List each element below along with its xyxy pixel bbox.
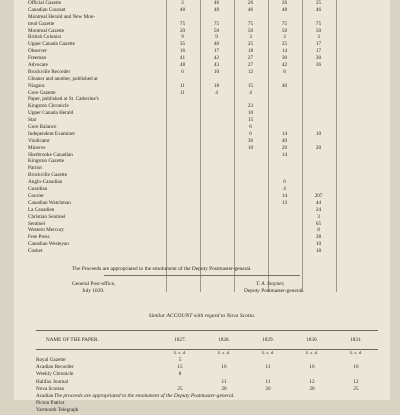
value-cell: 75	[315, 20, 322, 27]
row-values	[174, 179, 344, 186]
table-header	[36, 330, 378, 350]
table-row	[28, 172, 378, 179]
value-cell: 14	[281, 192, 288, 199]
table-row	[36, 386, 378, 393]
table-row	[28, 131, 378, 138]
value-cell: 18	[315, 248, 322, 255]
row-values	[174, 83, 344, 90]
table-row	[28, 214, 378, 221]
paper-name: Halifax Journal	[36, 378, 69, 385]
table-row	[28, 193, 378, 200]
paper-name: Weekly Chronicle	[36, 371, 74, 378]
value-cell: 6	[249, 124, 252, 131]
value-cell: 15	[247, 117, 254, 124]
value-cell: 9	[181, 34, 184, 41]
value-cell: 26	[281, 0, 288, 6]
table-row	[28, 34, 378, 41]
units-row	[36, 350, 378, 357]
document-page	[14, 0, 390, 414]
table-row	[36, 379, 378, 386]
value-cell: 8	[317, 227, 320, 234]
row-values	[174, 124, 344, 131]
paper-name: Canadian Wesleyan	[28, 241, 69, 248]
row-values	[174, 90, 344, 97]
paper-name: Advocate	[28, 62, 48, 69]
value-cell: 5	[178, 357, 182, 363]
value-cell: 26	[247, 0, 254, 6]
value-cell: 11	[265, 364, 271, 371]
paper-name: British Colonist	[28, 34, 62, 41]
value-cell: 20	[281, 144, 288, 151]
table-row	[28, 7, 378, 14]
table-row	[28, 179, 378, 186]
row-values	[174, 0, 344, 7]
table-row	[36, 364, 378, 371]
value-cell: 35	[179, 41, 186, 48]
value-cell: 23	[247, 103, 254, 110]
value-cell: 14	[281, 151, 288, 158]
row-values	[174, 145, 344, 152]
table-row	[28, 158, 378, 165]
row-values	[174, 158, 344, 165]
paper-name: Freeman	[28, 55, 47, 62]
paper-name: Montreal Gazette	[28, 27, 65, 34]
paper-name: Vindicator	[28, 137, 50, 144]
paper-name: Acadian Recorder	[36, 364, 74, 371]
value-cell: 2	[181, 0, 184, 6]
value-cell: 12	[353, 378, 359, 385]
value-cell: 3	[317, 213, 320, 220]
value-cell: 50	[281, 27, 288, 34]
value-cell: 50	[247, 27, 254, 34]
paper-name: Observer	[28, 48, 48, 55]
value-cell: 3	[249, 34, 252, 41]
table-row	[28, 14, 378, 21]
unit-label: £. s. d.	[349, 350, 363, 355]
table-row	[28, 200, 378, 207]
name-column-header: NAME OF THE PAPER.	[46, 337, 99, 343]
table-row	[28, 227, 378, 234]
value-cell: 30	[315, 55, 322, 62]
row-values	[174, 55, 344, 62]
year-header: 1827.	[174, 337, 186, 343]
paper-name: Guardian	[28, 186, 48, 193]
nova-scotia-subtitle: Similar ACCOUNT with regard to Nova Scotia.	[148, 313, 256, 319]
value-cell: 75	[179, 20, 186, 27]
value-cell: 20	[265, 385, 271, 392]
row-values	[174, 221, 344, 228]
row-values	[174, 138, 344, 145]
value-cell: 25	[177, 385, 183, 392]
signature-place-line: General Post-office,	[72, 281, 116, 287]
unit-label: £. s. d.	[305, 350, 319, 355]
table-row	[28, 90, 378, 97]
row-values	[174, 76, 344, 83]
value-cell: 30	[281, 55, 288, 62]
value-cell: 48	[281, 6, 288, 13]
paper-name: Canadian Courant	[28, 6, 66, 13]
value-cell: 41	[179, 55, 186, 62]
table-row	[36, 407, 378, 414]
value-cell: 16	[221, 364, 227, 371]
paper-name: La Canadien	[28, 206, 55, 213]
row-values	[174, 241, 344, 248]
value-cell: 10	[213, 68, 220, 75]
value-cell: 50	[315, 27, 322, 34]
table-row	[28, 241, 378, 248]
row-values	[174, 103, 344, 110]
value-cell: 17	[213, 48, 220, 55]
value-cell: 6	[181, 68, 184, 75]
table-row	[28, 110, 378, 117]
row-values	[174, 69, 344, 76]
value-cell: 3	[317, 34, 320, 41]
value-cell: 10	[315, 241, 322, 248]
paper-name: Patriot	[28, 165, 42, 172]
value-cell: 15	[177, 364, 183, 371]
signature-block	[244, 281, 304, 295]
row-values	[174, 28, 344, 35]
value-cell: 20	[179, 27, 186, 34]
paper-name: Montreal Herald and New Mon-	[28, 13, 96, 20]
table-row	[36, 371, 378, 378]
signature-place	[72, 281, 115, 295]
value-cell: 11	[265, 378, 271, 385]
table-row	[28, 152, 378, 159]
value-cell: 25	[247, 41, 254, 48]
row-values	[174, 48, 344, 55]
value-cell: 4	[249, 89, 252, 96]
value-cell: 4	[215, 89, 218, 96]
value-cell: 75	[247, 20, 254, 27]
year-header: 1830.	[306, 337, 318, 343]
value-cell: 40	[213, 41, 220, 48]
paper-name: Upper Canada Herald	[28, 110, 74, 117]
paper-name: Courier	[28, 192, 44, 199]
year-header: 1831.	[350, 337, 362, 343]
paper-name: Independent Examiner	[28, 130, 76, 137]
value-cell: 44	[315, 199, 322, 206]
table-row	[28, 186, 378, 193]
row-values	[174, 62, 344, 69]
value-cell: 8	[283, 68, 286, 75]
divider	[104, 275, 300, 276]
value-cell: 10	[247, 110, 254, 117]
value-cell: 25	[281, 41, 288, 48]
value-cell: 10	[247, 144, 254, 151]
table-row	[28, 103, 378, 110]
footer-note: The proceeds are appropriated to the emolument of the Deputy Postmaster-general.	[54, 393, 235, 399]
value-cell: 10	[315, 130, 322, 137]
value-cell: 6	[283, 179, 286, 186]
table-row	[28, 83, 378, 90]
paper-name: Cosket	[28, 248, 43, 255]
value-cell: 207	[314, 192, 323, 199]
value-cell: 4	[283, 186, 286, 193]
value-cell: 20	[221, 385, 227, 392]
value-cell: 25	[315, 0, 322, 6]
paper-name: Gore Balance	[28, 124, 57, 131]
value-cell: 13	[281, 199, 288, 206]
year-header: 1829.	[262, 337, 274, 343]
row-values	[174, 214, 344, 221]
value-cell: 75	[281, 20, 288, 27]
table-row	[28, 117, 378, 124]
row-values	[174, 14, 344, 21]
value-cell: 8	[178, 371, 182, 378]
table-row	[28, 55, 378, 62]
row-values	[174, 34, 344, 41]
value-cell: 38	[315, 234, 322, 241]
canada-newspaper-table	[28, 0, 378, 255]
value-cell: 27	[247, 62, 254, 69]
paper-name: Nova Scotian	[36, 385, 65, 392]
value-cell: 17	[315, 48, 322, 55]
value-cell: 20	[309, 385, 315, 392]
value-cell: 42	[213, 55, 220, 62]
value-cell: 16	[353, 364, 359, 371]
value-cell: 9	[215, 34, 218, 41]
value-cell: 24	[315, 206, 322, 213]
paper-name: Royal Gazette	[36, 357, 66, 363]
table-row	[28, 248, 378, 255]
table-row	[28, 124, 378, 131]
table-row	[28, 28, 378, 35]
value-cell: 75	[213, 20, 220, 27]
paper-name: Acadian	[36, 392, 54, 399]
value-cell: 17	[315, 41, 322, 48]
paper-name: Yarmouth Telegraph	[36, 407, 79, 414]
row-values	[174, 96, 344, 103]
value-cell: 65	[315, 220, 322, 227]
unit-label: £. s. d.	[217, 350, 231, 355]
value-cell: 48	[179, 62, 186, 69]
paper-name: Paper, published at St. Catherine's	[28, 96, 99, 103]
row-values	[174, 165, 344, 172]
value-cell: 11	[180, 89, 185, 96]
value-cell: 46	[247, 6, 254, 13]
value-cell: 48	[179, 6, 186, 13]
paper-name: Sherbrooke Canadian	[28, 151, 73, 158]
value-cell: 48	[213, 6, 220, 13]
signature-date: July 1839.	[82, 288, 105, 294]
row-values	[174, 152, 344, 159]
paper-name: Niagara	[28, 82, 45, 89]
table-row	[28, 138, 378, 145]
table-row	[28, 165, 378, 172]
row-values	[174, 41, 344, 48]
value-cell: 16	[179, 48, 186, 55]
value-cell: 27	[247, 55, 254, 62]
table-row	[28, 145, 378, 152]
row-values	[174, 193, 344, 200]
paper-name: Western Mercury	[28, 227, 65, 234]
table-row	[28, 0, 378, 7]
value-cell: 30	[247, 137, 254, 144]
row-values	[174, 234, 344, 241]
value-cell: 43	[213, 62, 220, 69]
table-row	[28, 48, 378, 55]
paper-name: treal Gazette	[28, 20, 55, 27]
table-row	[28, 207, 378, 214]
table-row	[36, 400, 378, 407]
paper-name: Brockville Recorder	[28, 68, 71, 75]
unit-label: £. s. d.	[261, 350, 275, 355]
table-row	[28, 41, 378, 48]
value-cell: 25	[353, 385, 359, 392]
value-cell: 20	[315, 144, 322, 151]
unit-label: £. s. d.	[173, 350, 187, 355]
value-cell: 11	[180, 82, 185, 89]
paper-name: Canadian Watchman	[28, 199, 71, 206]
row-values	[174, 21, 344, 28]
value-cell: 42	[281, 62, 288, 69]
paper-name: Gore Gazette	[28, 89, 56, 96]
row-values	[174, 172, 344, 179]
value-cell: 11	[221, 378, 227, 385]
value-cell: 6	[249, 130, 252, 137]
value-cell: 46	[213, 0, 220, 6]
paper-name: Gleaner and another, published at	[28, 75, 98, 82]
row-values	[174, 7, 344, 14]
value-cell: 40	[281, 137, 288, 144]
value-cell: 16	[309, 364, 315, 371]
value-cell: 12	[247, 68, 254, 75]
row-values	[174, 227, 344, 234]
value-cell: 18	[213, 82, 220, 89]
value-cell: 18	[247, 48, 254, 55]
paper-name: Official Gazette	[28, 0, 62, 6]
value-cell: 50	[213, 27, 220, 34]
nova-scotia-table	[36, 330, 378, 415]
paper-name: Sentinel	[28, 220, 46, 227]
row-values	[174, 207, 344, 214]
row-values	[174, 248, 344, 255]
row-values	[174, 186, 344, 193]
paper-name: Anglo-Canadian	[28, 179, 63, 186]
value-cell: 14	[281, 130, 288, 137]
table-row	[28, 69, 378, 76]
table-row	[28, 76, 378, 83]
row-values	[174, 110, 344, 117]
paper-name: Star	[28, 117, 37, 124]
table-row	[28, 234, 378, 241]
row-values	[174, 131, 344, 138]
signature-title: Deputy Postmaster-general.	[244, 288, 304, 294]
signature-name: T. A. Stayner,	[256, 281, 285, 287]
value-cell: 36	[315, 62, 322, 69]
value-cell: 46	[315, 6, 322, 13]
row-values	[174, 117, 344, 124]
paper-name: Upper Canada Gazette	[28, 41, 75, 48]
table-row	[28, 96, 378, 103]
paper-name: Kingston Chronicle	[28, 103, 69, 110]
table-row	[28, 62, 378, 69]
table-row	[36, 357, 378, 364]
value-cell: 40	[281, 82, 288, 89]
year-header: 1828.	[218, 337, 230, 343]
paper-name: Free Press	[28, 234, 50, 241]
paper-name: Minerve	[28, 144, 46, 151]
value-cell: 12	[309, 378, 315, 385]
value-cell: 14	[281, 48, 288, 55]
table-row	[28, 221, 378, 228]
row-values	[174, 200, 344, 207]
paper-name: Kingston Gazette	[28, 158, 65, 165]
table-row	[28, 21, 378, 28]
proceeds-note: The Proceeds are appropriated to the emolument of the Deputy Postmaster-general.	[72, 266, 252, 272]
paper-name: Pictou Patriot	[36, 400, 65, 407]
value-cell: 3	[283, 34, 286, 41]
table-body	[36, 357, 378, 415]
value-cell: 15	[247, 82, 254, 89]
paper-name: Christian Sentinel	[28, 213, 66, 220]
paper-name: Brockville Gazette	[28, 172, 68, 179]
